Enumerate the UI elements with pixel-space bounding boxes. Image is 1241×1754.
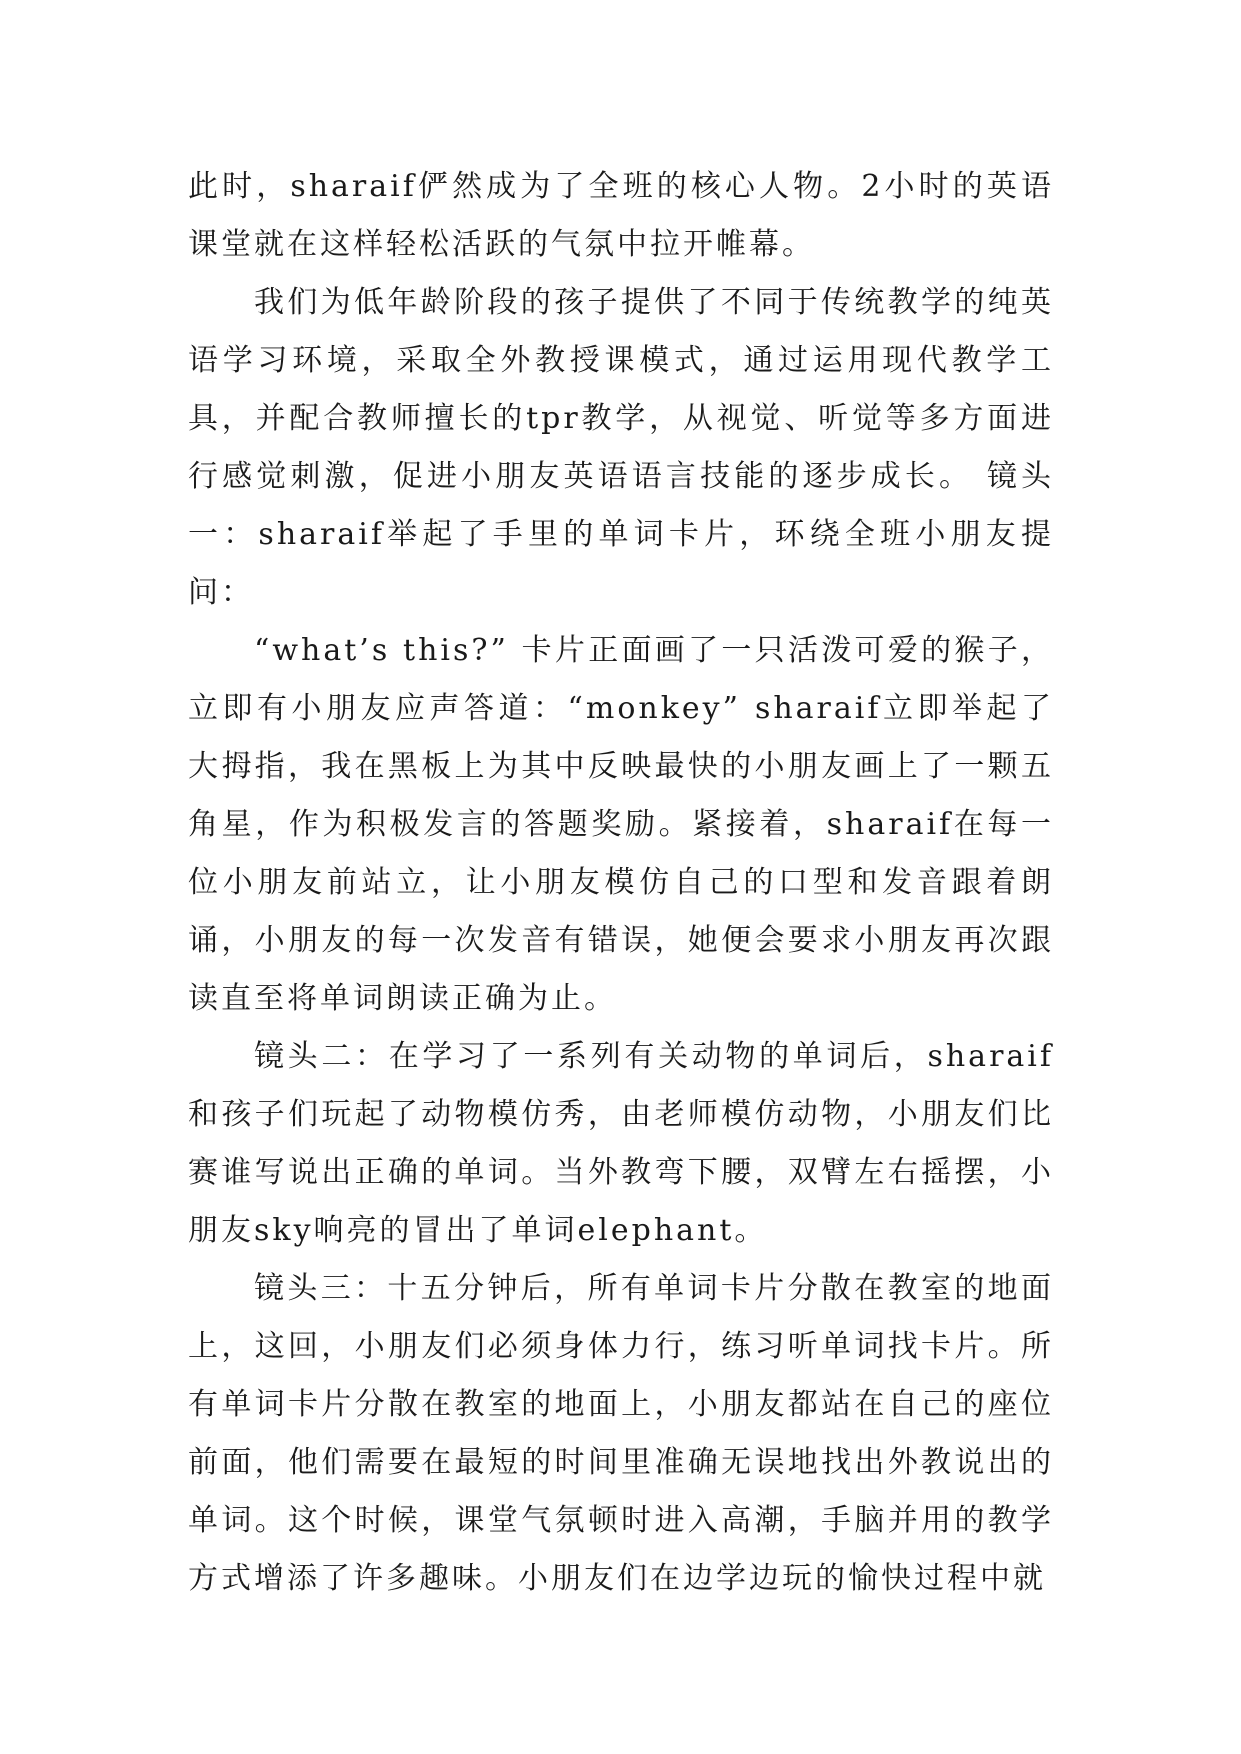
paragraph-2: 我们为低年龄阶段的孩子提供了不同于传统教学的纯英语学习环境，采取全外教授课模式，通过运用现代教学工具，并配合教师擅长的tpr教学，从视觉、听觉等多方面进行感觉刺激，促进小朋友英语语言技能的逐步成长。 镜头一：sharaif举起了手里的单词卡片，环绕全班小朋友提问：: [188, 285, 1054, 610]
paragraph-1: 此时，sharaif俨然成为了全班的核心人物。2小时的英语课堂就在这样轻松活跃的气氛中拉开帷幕。: [188, 169, 1054, 262]
body-text: [188, 158, 1054, 1608]
paragraph-3: “what’s this?” 卡片正面画了一只活泼可爱的猴子，立即有小朋友应声答道：“monkey” sharaif立即举起了大拇指，我在黑板上为其中反映最快的小朋友画上了一颗五角星，作为积极发言的答题奖励。紧接着，sharaif在每一位小朋友前站立，让小朋友模仿自己的口型和发音跟着朗诵，小朋友的每一次发音有错误，她便会要求小朋友再次跟读直至将单词朗读正确为止。: [188, 633, 1054, 1016]
paragraph-4: 镜头二：在学习了一系列有关动物的单词后，sharaif和孩子们玩起了动物模仿秀，由老师模仿动物，小朋友们比赛谁写说出正确的单词。当外教弯下腰，双臂左右摇摆，小朋友sky响亮的冒出了单词elephant。: [188, 1039, 1054, 1248]
paragraph-5: 镜头三：十五分钟后，所有单词卡片分散在教室的地面上，这回，小朋友们必须身体力行，练习听单词找卡片。所有单词卡片分散在教室的地面上，小朋友都站在自己的座位前面，他们需要在最短的时间里准确无误地找出外教说出的单词。这个时候，课堂气氛顿时进入高潮，手脑并用的教学方式增添了许多趣味。小朋友们在边学边玩的愉快过程中就: [188, 1271, 1054, 1596]
